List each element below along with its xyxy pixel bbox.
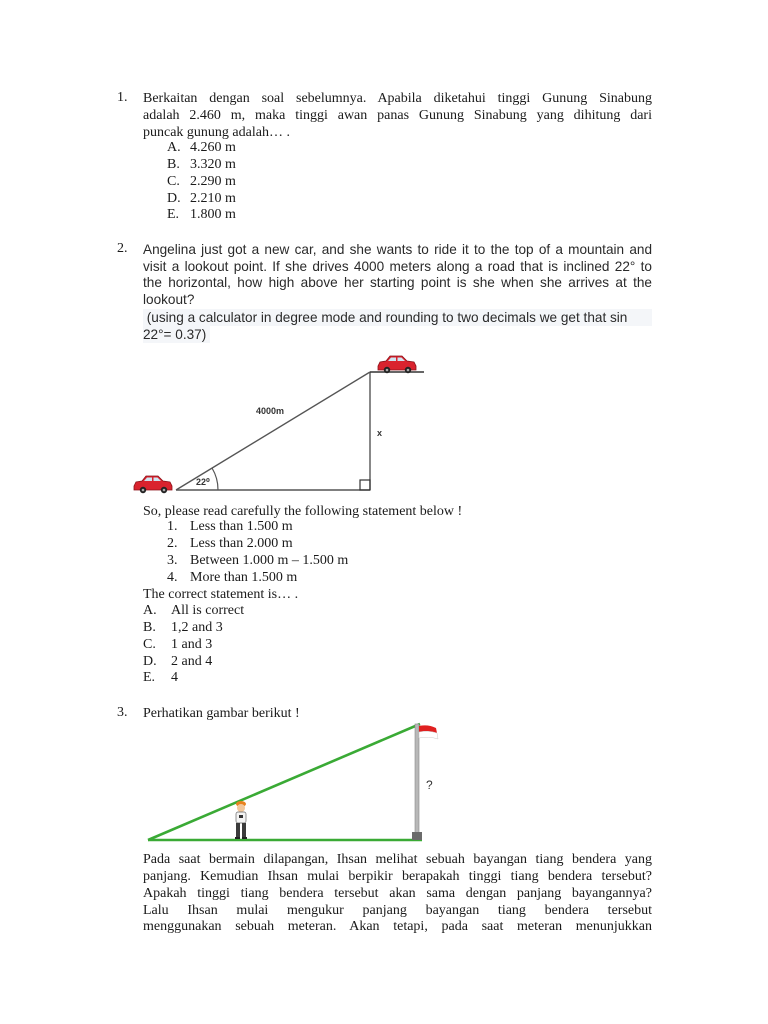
paragraph-line: panjang. Kemudian Ihsan mulai berpikir berapakah tinggi tiang bendera tersebut?	[143, 869, 652, 884]
option-text: 1 and 3	[171, 637, 213, 652]
option-letter: D.	[167, 191, 181, 206]
option-letter: C.	[143, 637, 156, 652]
answer-prompt: The correct statement is… .	[143, 587, 299, 602]
question-title: Perhatikan gambar berikut !	[143, 706, 300, 721]
paragraph-line: Lalu Ihsan mulai mengukur panjang bayangan tiang bendera tersebut	[143, 903, 652, 918]
paragraph-line: menggunakan sebuah meteran. Akan tetapi, pada saat meteran menunjukkan	[143, 919, 652, 934]
question-text-line: Angelina just got a new car, and she wants to ride it to the top of a mountain and	[143, 242, 652, 257]
flag-pole	[415, 724, 419, 836]
statement-text: Between 1.000 m – 1.500 m	[190, 553, 349, 568]
question-text-line: Berkaitan dengan soal sebelumnya. Apabila diketahui tinggi Gunung Sinabung	[143, 91, 652, 106]
statement-number: 3.	[167, 553, 178, 568]
paragraph-line: Pada saat bermain dilapangan, Ihsan melihat sebuah bayangan tiang bendera yang	[143, 852, 652, 867]
statement-number: 2.	[167, 536, 178, 551]
incline-diagram	[128, 350, 434, 498]
statement-number: 4.	[167, 570, 178, 585]
car-icon	[378, 356, 416, 373]
option-letter: B.	[167, 157, 180, 172]
boy-icon	[235, 801, 247, 839]
height-question-mark: ?	[426, 778, 433, 792]
question-text-line: lookout?	[143, 292, 195, 307]
calculator-hint-line: 22°= 0.37)	[143, 326, 210, 343]
option-text: 1,2 and 3	[171, 620, 223, 635]
question-text-line: puncak gunung adalah… .	[143, 125, 290, 140]
statement-text: More than 1.500 m	[190, 570, 298, 585]
option-text: 1.800 m	[190, 207, 236, 222]
calculator-hint-line: (using a calculator in degree mode and rounding to two decimals we get that sin	[143, 309, 652, 326]
flagpole-diagram	[140, 718, 450, 846]
flag-icon	[419, 725, 438, 739]
question-text-line: visit a lookout point. If she drives 4000 meters along a road that is inclined 22° to	[143, 259, 652, 274]
option-letter: E.	[143, 670, 156, 685]
question-number: 1.	[117, 90, 128, 105]
option-text: 4.260 m	[190, 140, 236, 155]
option-text: 3.320 m	[190, 157, 236, 172]
option-text: 2.290 m	[190, 174, 236, 189]
option-text: 2.210 m	[190, 191, 236, 206]
option-letter: A.	[143, 603, 157, 618]
car-icon	[134, 476, 172, 493]
question-text-line: the horizontal, how high above her starting point is she when she arrives at the	[143, 275, 652, 290]
option-letter: C.	[167, 174, 180, 189]
statement-text: Less than 1.500 m	[190, 519, 293, 534]
paragraph-line: Apakah tinggi tiang bendera tersebut akan sama dengan panjang bayangannya?	[143, 886, 652, 901]
statement-number: 1.	[167, 519, 178, 534]
hypotenuse-label: 4000m	[256, 406, 285, 416]
angle-label: 22⁰	[196, 477, 210, 487]
sun-ray-line	[148, 724, 420, 840]
option-letter: E.	[167, 207, 180, 222]
question-number: 2.	[117, 241, 128, 256]
angle-arc	[212, 468, 218, 490]
question-number: 3.	[117, 705, 128, 720]
option-text: 2 and 4	[171, 654, 213, 669]
option-text: All is correct	[171, 603, 245, 618]
question-text-line: adalah 2.460 m, maka tinggi awan panas Gunung Sinabung yang dihitung dari	[143, 108, 652, 123]
statement-text: Less than 2.000 m	[190, 536, 293, 551]
option-letter: A.	[167, 140, 181, 155]
right-angle-marker	[360, 480, 370, 490]
option-letter: B.	[143, 620, 156, 635]
height-label: x	[377, 428, 383, 438]
option-letter: D.	[143, 654, 157, 669]
option-text: 4	[171, 670, 178, 685]
flag-pole-base	[412, 832, 422, 840]
hypotenuse-line	[176, 372, 370, 490]
statement-intro: So, please read carefully the following statement below !	[143, 504, 463, 519]
